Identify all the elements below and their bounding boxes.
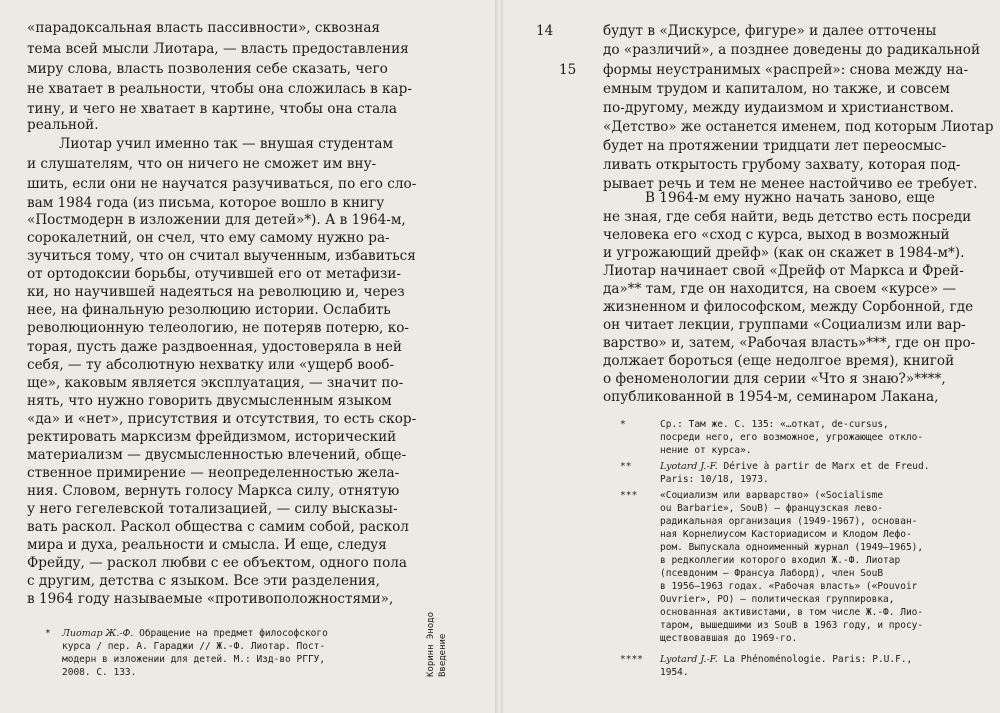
footnote-line: ная Корнелиусом Касториадисом и Клодом Лефо- [660,529,912,540]
text-line: он читает лекции, группами «Социализм или вар- [603,317,966,333]
footnote-line: Ср.: Там же. С. 135: «…откат, de-cursus, [660,419,889,430]
text-line: должает бороться (еще недолгое время), книгой [603,353,955,369]
text-line: сорокалетний, он счел, что ему самому нужно ра- [27,230,390,246]
footnote-line: 2008. С. 133. [62,667,137,678]
text-line: не зная, где себя найти, ведь детство есть посреди [603,209,972,225]
footnote-line: таром, вышедшими из SouB в 1963 году, и просу- [660,620,924,631]
text-line: вать раскол. Раскол общества с самим собой, раскол [27,519,409,535]
book-gutter [495,0,503,713]
footnote-line: посреди него, его возможное, угрожающее откло- [660,432,924,443]
footnote-text: Обращение на предмет философского [139,628,328,639]
text-line: емным трудом и капиталом, но также, и совсем [603,81,950,97]
footnote-author: Lyotard J.-F. [660,654,718,665]
text-line: «парадоксальная власть пассивности», сквозная [27,20,381,36]
footnote-line: ром. Выпускала одноименный журнал (1949–1965), [660,542,924,553]
text-line: будет на протяжении тридцати лет переосмыс- [603,138,947,154]
footnote-text: La Phénoménologie. Paris: P.U.F., [723,654,913,665]
line-number: 14 [536,23,554,39]
running-head-author: Коринн Энодо [426,611,436,677]
footnote-author: Lyotard J.-F. [660,461,718,472]
text-line: не хватает в реальности, чтобы она сложилась в кар- [27,81,412,97]
text-line: и слушателям, что он ничего не сможет им вну- [27,156,377,172]
left-page [0,0,495,713]
footnote-line: ou Barbarie», SouB) – французская лево- [660,503,884,514]
text-line: человека его «сход с курса, выход в возможный [603,227,950,243]
text-line: В 1964-м ему нужно начать заново, еще [645,190,935,206]
text-line: тема всей мысли Лиотара, — власть предоставления [27,41,409,57]
text-line: ки, но научившей надеяться на революцию и, через [27,284,405,300]
text-line: ственное примирение — неопределенностью жела- [27,465,400,481]
footnote-line: ществовавшая до 1969-го. [660,633,798,644]
text-line: рывает речь и тем не менее настойчиво ее требует. [603,176,978,192]
footnote-line: Paris: 10/18, 1973. [660,474,769,485]
text-line: «да» и «нет», присутствия и отсутствия, то есть скор- [27,411,417,427]
text-line: формы неустранимых «распрей»: снова между на- [603,62,969,78]
text-line: в 1964 году называемые «противоположностями», [27,591,394,607]
footnote-line: 1954. [660,667,689,678]
footnote-line: в редколлегии которого входил Ж.-Ф. Лиотар [660,555,901,566]
running-head-section: Введение [438,633,448,677]
text-line: «Детство» же останется именем, под которым Лиотар [603,119,994,135]
text-line: себя, — ту абсолютную нехватку или «ущерб вооб- [27,357,395,373]
text-line: ще», каковым является эксплуатация, — значит по- [27,375,404,391]
text-line: с другим, детства с языком. Все эти разделения, [27,573,381,589]
text-line: от ортодоксии борьбы, отучившей его от метафизи- [27,266,402,282]
footnote-mark: * [620,419,626,430]
footnote-line: модерн в изложении для детей. М.: Изд-во РГГУ, [62,654,326,665]
line-number: 15 [559,62,577,78]
footnote-mark: **** [620,654,643,665]
footnote-mark: * [45,628,51,639]
text-line: тину, и чего не хватает в картине, чтобы она стала [27,101,397,117]
footnote-mark: *** [620,490,638,501]
footnote-author: Лиотар Ж.-Ф. [62,628,134,639]
text-line: вам 1984 года (из письма, которое вошло в книгу [27,195,385,211]
text-line: нять, что нужно говорить двусмысленным языком [27,393,392,409]
text-line: Лиотар учил именно так — внушая студентам [59,136,394,152]
text-line: жизненном и философском, между Сорбонной, где [603,299,974,315]
text-line: Лиотар начинает свой «Дрейф от Маркса и Фрей- [603,263,964,279]
text-line: ректировать марксизм фрейдизмом, исторический [27,429,397,445]
text-line: торая, пусть даже раздвоенная, удостоверяла в ней [27,339,402,355]
text-line: будут в «Дискурсе, фигуре» и далее отточены [603,23,937,39]
footnote-line [660,654,912,667]
footnote-line [62,628,328,641]
text-line: до «различий», а позднее доведены до радикальной [603,42,981,58]
footnote-line: (псевдоним – Франсуа Лаборд), член SouB [660,568,884,579]
footnote-line: основанная активистами, в том числе Ж.-Ф. Лио- [660,607,924,618]
footnote-line: нение от курса». [660,445,752,456]
text-line: да»** там, где он находится, на своем «курсе» — [603,281,957,297]
footnote-line: в 1956–1963 годах. «Рабочая власть» («Pouvoir [660,581,918,592]
footnote-line: «Социализм или варварство» («Socialisme [660,490,884,501]
text-line: ливать открытость грубому захвату, которая под- [603,157,961,173]
right-page [503,0,1000,713]
text-line: зучиться тому, что он считал выученным, избавиться [27,248,416,264]
text-line: у него гегелевской тотализацией, — силу высказы- [27,501,398,517]
footnote-line: курса / пер. А. Гараджи // Ж.-Ф. Лиотар. Пост- [62,641,326,652]
text-line: о феноменологии для серии «Что я знаю?»****, [603,371,946,387]
text-line: Фрейду, — раскол любви с ее объектом, одного пола [27,555,407,571]
text-line: шить, если они не научатся разучиваться, по его сло- [27,176,417,192]
text-line: по-другому, между иудаизмом и христианством. [603,100,954,116]
footnote-line: Ouvrier», PO) – политическая группировка, [660,594,895,605]
footnote-line [660,461,929,474]
footnote-line: радикальная организация (1949-1967), основан- [660,516,918,527]
text-line: варство» и, затем, «Рабочая власть»***, где он про- [603,335,976,351]
text-line: ния. Словом, вернуть голосу Маркса силу, отнятую [27,483,400,499]
text-line: нее, на финальную резолюцию истории. Ослабить [27,302,391,318]
text-line: реальной. [27,117,99,133]
text-line: революционную телеологию, не потеряв потерю, ко- [27,320,409,336]
text-line: материализм — двусмысленностью влечений, обще- [27,447,407,463]
text-line: «Постмодерн в изложении для детей»*). А в 1964-м, [27,212,406,228]
text-line: мира и духа, реальности и смысла. И еще, следуя [27,537,387,553]
footnote-mark: ** [620,461,632,472]
text-line: миру слова, власть позволения себе сказать, чего [27,61,388,77]
footnote-text: Dérive à partir de Marx et de Freud. [723,461,930,472]
text-line: опубликованной в 1954-м, семинаром Лакана, [603,389,939,405]
text-line: и угрожающий дрейф» (как он скажет в 1984-м*). [603,245,965,261]
